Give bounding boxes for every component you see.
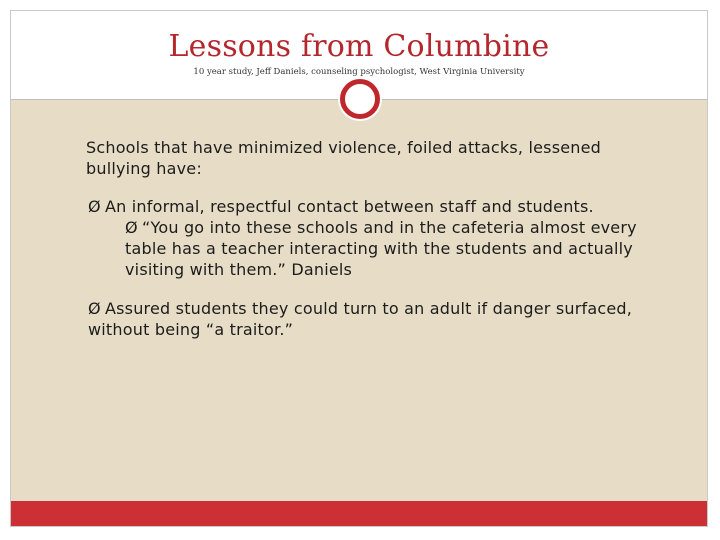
footer-accent-bar [11,501,707,526]
sub-bullet-item [125,217,646,280]
slide-subtitle: 10 year study, Jeff Daniels, counseling psychologist, West Virginia University [193,67,525,77]
bullet-item [88,298,646,340]
bullet-text: “You go into these schools and in the cafeteria almost every table has a teacher interacting with the students and actually visiting with them.” Daniels [125,218,637,279]
bullet-text: Assured students they could turn to an adult if danger surfaced, without being “a traitor.” [88,299,633,339]
decorative-circle-icon [340,79,380,119]
arrow-bullet-icon: Ø [88,197,101,216]
slide-body [86,137,646,340]
arrow-bullet-icon: Ø [88,299,101,318]
slide-title: Lessons from Columbine [168,29,550,64]
arrow-bullet-icon: Ø [125,218,138,237]
bullet-text: An informal, respectful contact between staff and students. [105,197,594,216]
intro-paragraph: Schools that have minimized violence, foiled attacks, lessened bullying have: [86,138,602,178]
bullet-item [88,196,646,217]
